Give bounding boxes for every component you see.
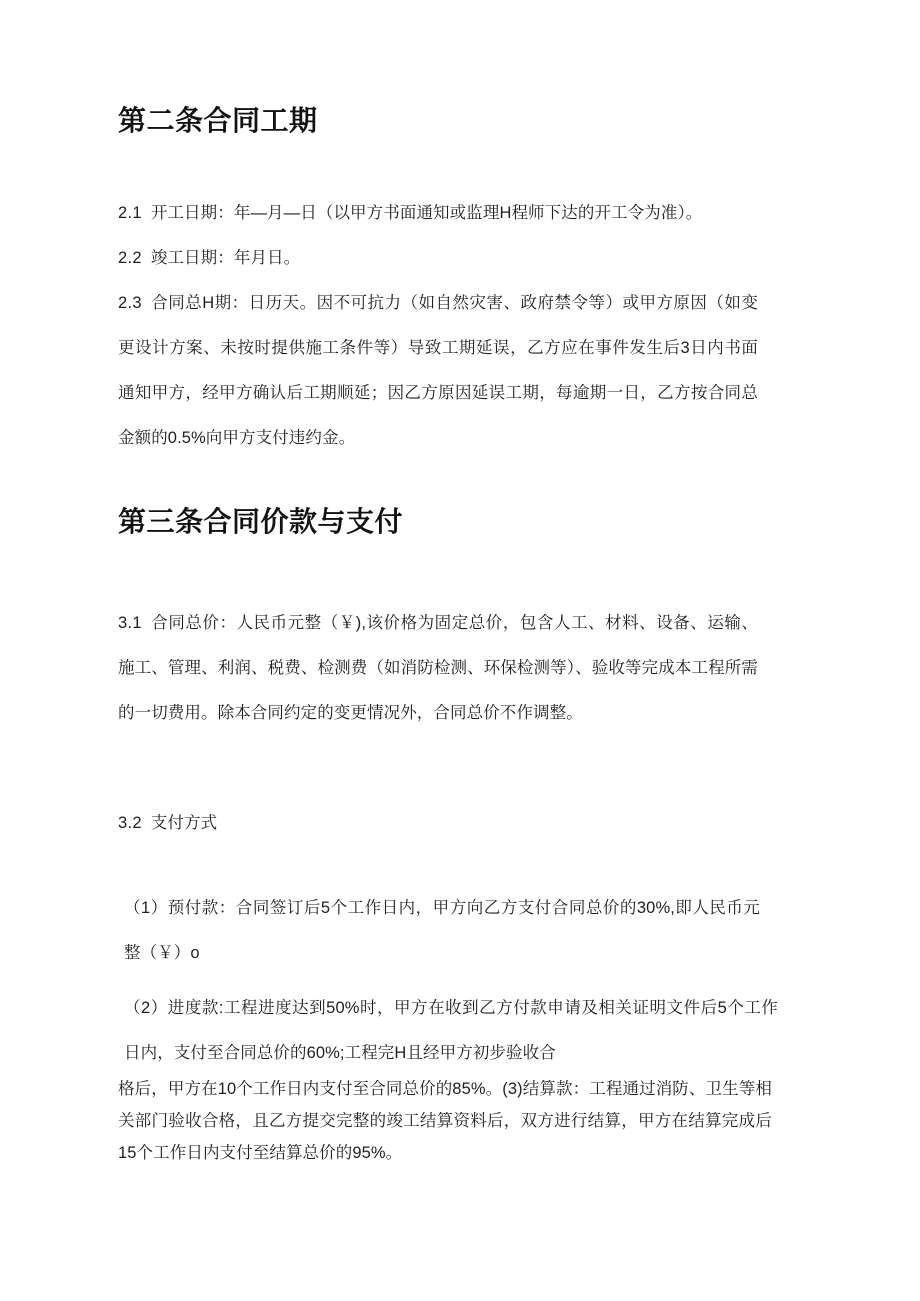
payment-item-2-label: （2） [124, 999, 168, 1017]
clause-3-2-line [118, 801, 748, 846]
clause-3-2-number: 3.2 [118, 814, 142, 832]
section-heading-2 [118, 104, 748, 138]
clause-3-1 [118, 601, 758, 736]
payment-item-2-body [124, 986, 778, 1076]
payment-item-3-body [118, 1073, 772, 1169]
clause-2-3 [118, 281, 758, 461]
payment-item-1-body [124, 886, 760, 976]
payment-item-1 [124, 886, 760, 976]
clause-2-2-line [118, 236, 748, 281]
section-3-title: 第三条合同价款与支付 [118, 506, 404, 537]
clause-3-1-text: 合同总价：人民币元整（￥),该价格为固定总价，包含人工、材料、设备、运输、施工、管理、利润、税费、检测费（如消防检测、环保检测等）、验收等完成本工程所需的一切费用。除本合同约定的变更情况外，合同总价不作调整。 [118, 614, 758, 722]
payment-item-1-text: 预付款：合同签订后5个工作日内，甲方向乙方支付合同总价的30%,即人民币元整（￥）o [124, 899, 760, 962]
clause-2-2 [118, 236, 748, 281]
clause-3-1-body [118, 601, 758, 736]
clause-3-2 [118, 801, 748, 846]
payment-item-1-label: （1） [124, 899, 168, 917]
clause-2-3-number: 2.3 [118, 294, 142, 312]
clause-2-3-text: 合同总H期：日历天。因不可抗力（如自然灾害、政府禁令等）或甲方原因（如变更设计方案、未按时提供施工条件等）导致工期延误，乙方应在事件发生后3日内书面通知甲方，经甲方确认后工期顺延；因乙方原因延误工期，每逾期一日，乙方按合同总金额的0.5%向甲方支付违约金。 [118, 294, 758, 447]
clause-2-1-number: 2.1 [118, 204, 142, 222]
section-heading-3 [118, 505, 748, 539]
clause-2-1 [118, 191, 758, 236]
payment-item-2-text: 进度款:工程进度达到50%时，甲方在收到乙方付款申请及相关证明文件后5个工作日内，支付至合同总价的60%;工程完H且经甲方初步验收合 [124, 999, 778, 1062]
clause-2-3-body [118, 281, 758, 461]
clause-2-1-text: 开工日期：年—月—日（以甲方书面通知或监理H程师下达的开工令为准）。 [150, 204, 703, 222]
section-2-title: 第二条合同工期 [118, 105, 318, 136]
payment-item-3 [118, 1073, 772, 1169]
clause-2-2-text: 竣工日期：年月日。 [150, 249, 301, 267]
clause-2-2-number: 2.2 [118, 249, 142, 267]
clause-3-2-text: 支付方式 [150, 814, 218, 832]
payment-item-2 [124, 986, 778, 1076]
clause-3-1-number: 3.1 [118, 614, 142, 632]
clause-2-1-line [118, 191, 758, 236]
payment-item-3-text: 格后，甲方在10个工作日内支付至合同总价的85%。(3)结算款：工程通过消防、卫生等相关部门验收合格，且乙方提交完整的竣工结算资料后，双方进行结算，甲方在结算完成后15个工作日内支付至结算总价的95%。 [118, 1080, 772, 1162]
